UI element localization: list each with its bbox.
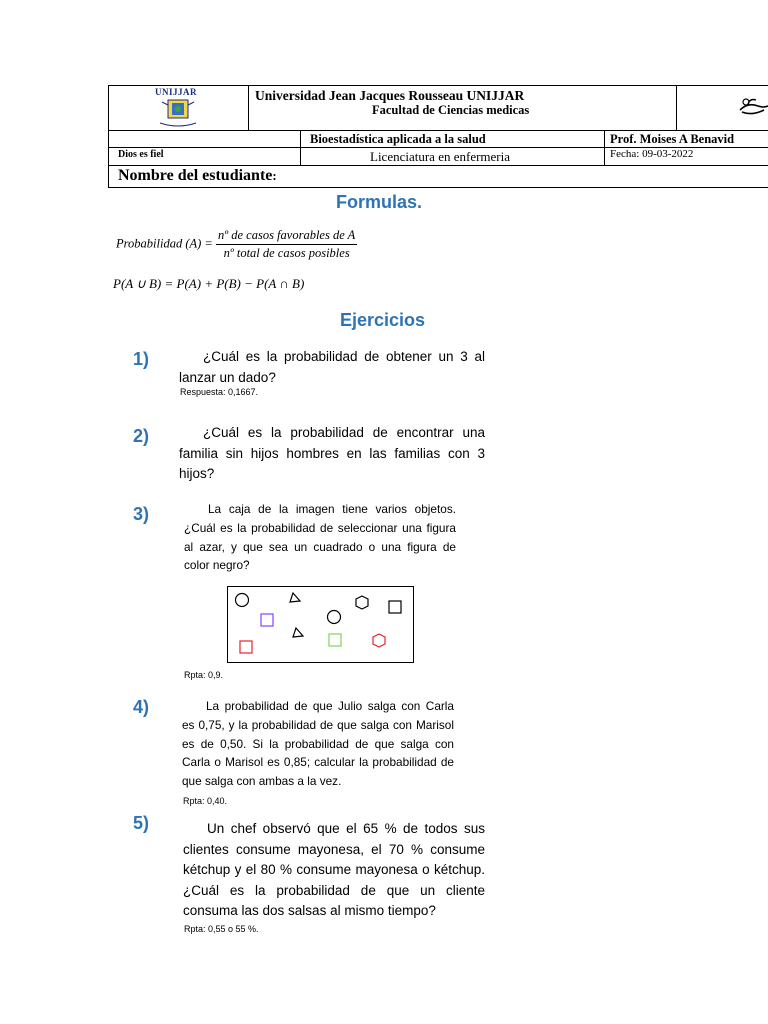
red-square <box>240 641 252 653</box>
nursing-lamp-icon <box>738 92 768 122</box>
exercise-number-4: 4) <box>133 697 150 717</box>
black-hexagon <box>356 596 368 609</box>
exercises-heading: Ejercicios <box>340 310 426 330</box>
student-name-label: Nombre del estudiante: <box>118 167 277 184</box>
exercise-text-1: ¿Cuál es la probabilidad de obtener un 3 al lanzar un dado? <box>179 349 485 385</box>
exercise-answer-3: Rpta: 0,9. <box>184 670 224 680</box>
exercise-text-2: ¿Cuál es la probabilidad de encontrar una familia sin hijos hombres en las familias con 3 hijos? <box>179 425 485 481</box>
exercise-number-5: 5) <box>133 813 150 833</box>
motto-text: Dios es fiel <box>118 149 164 160</box>
exercise-answer-4: Rpta: 0,40. <box>183 796 228 806</box>
university-name: Universidad Jean Jacques Rousseau UNIJJAR <box>255 88 525 103</box>
black-circle-2 <box>328 611 341 624</box>
exercise-number-2: 2) <box>133 426 150 446</box>
green-square <box>329 634 341 646</box>
professor-name: Prof. Moises A Benavid <box>610 132 735 146</box>
formula-numerator: nº de casos favorables de A <box>216 228 357 245</box>
exercise-answer-5: Rpta: 0,55 o 55 %. <box>184 924 259 934</box>
university-seal-icon <box>154 97 202 127</box>
black-triangle-2 <box>293 628 303 637</box>
exercise-number-3: 3) <box>133 504 150 524</box>
black-square <box>389 601 401 613</box>
exercise-text-5: Un chef observó que el 65 % de todos sus clientes consume mayonesa, el 70 % consume kétchup y el 80 % consume mayonesa o kétchup. ¿Cuál es la probabilidad de que un cliente consuma las dos salsas al mismo tiempo? <box>183 821 485 918</box>
exercise-answer-1: Respuesta: 0,1667. <box>180 387 259 397</box>
purple-square <box>261 614 273 626</box>
exercise-number-1: 1) <box>133 349 150 369</box>
black-triangle-1 <box>290 593 300 602</box>
date-text: Fecha: 09-03-2022 <box>610 148 694 160</box>
faculty-name: Facultad de Ciencias medicas <box>372 103 530 117</box>
course-name: Bioestadística aplicada a la salud <box>310 132 486 146</box>
union-formula: P(A ∪ B) = P(A) + P(B) − P(A ∩ B) <box>113 276 305 291</box>
exercise-text-3: La caja de la imagen tiene varios objetos. ¿Cuál es la probabilidad de seleccionar una figura al azar, y que sea un cuadrado o una figura de color negro? <box>184 502 456 573</box>
black-circle-1 <box>236 594 249 607</box>
formulas-heading: Formulas. <box>336 192 423 212</box>
red-hexagon <box>373 634 385 647</box>
logo-text: UNIJJAR <box>155 87 198 97</box>
shapes-figure <box>227 586 414 663</box>
probability-formula: Probabilidad (A) = $\frac{\text{nº de casos favorables de A}}{\text{nº total de casos posibles}}$ <box>116 228 356 260</box>
career-name: Licenciatura en enfermeria <box>370 149 511 164</box>
exercise-text-4: La probabilidad de que Julio salga con Carla es 0,75, y la probabilidad de que salga con Marisol es de 0,50. Si la probabilidad de que salga con Carla o Marisol es 0,85; calcular la probabilidad de que salga con ambas a la vez. <box>182 699 454 789</box>
formula-denominator: nº total de casos posibles <box>223 246 350 260</box>
